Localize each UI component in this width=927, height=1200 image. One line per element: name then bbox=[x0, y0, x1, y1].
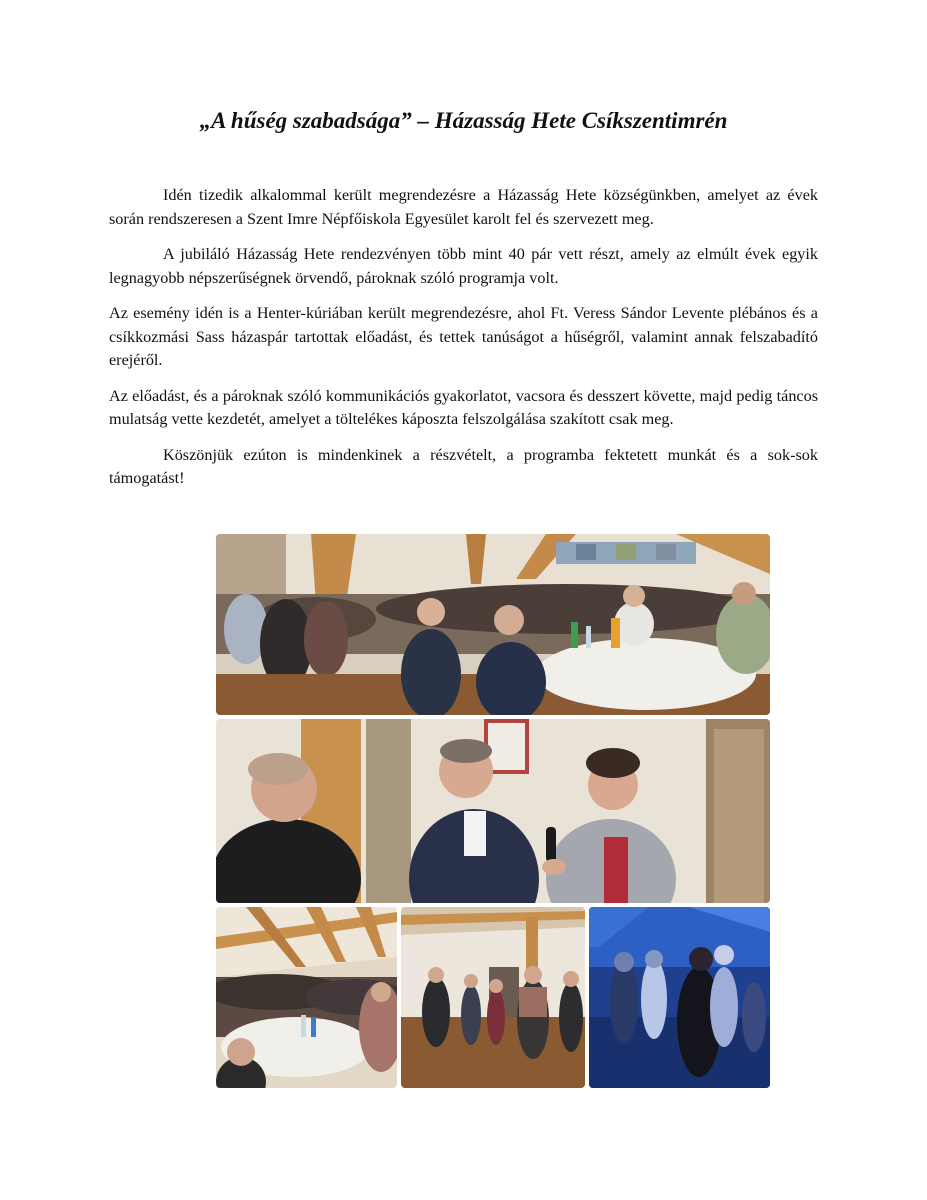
paragraph-1: Idén tizedik alkalommal került megrendezésre a Házasság Hete községünkben, amelyet az évek során rendszeresen a Szent Imre Népfőiskola Egyesület karolt fel és szervezett meg. bbox=[109, 186, 818, 228]
photo-audience-image bbox=[216, 534, 770, 715]
paragraph-3: Az esemény idén is a Henter-kúriában került megrendezésre, ahol Ft. Veress Sándor Levente plébános és a csíkkozmási Sass házaspár tartottak előadást, és tettek tanúságot a hűségről, valamint annak felszabadító erejéről. bbox=[109, 304, 818, 369]
photo-dancing-image bbox=[401, 907, 585, 1088]
photo-dinner-hall bbox=[216, 907, 397, 1088]
photo-dinner-hall-image bbox=[216, 907, 397, 1088]
article-body bbox=[109, 184, 818, 503]
photo-audience bbox=[216, 534, 770, 715]
photo-speakers-image bbox=[216, 719, 770, 903]
paragraph-4: Az előadást, és a pároknak szóló kommunikációs gyakorlatot, vacsora és desszert követte, majd pedig táncos mulatság vette kezdetét, amelyet a töltelékes káposzta felszolgálása szakított csak meg. bbox=[109, 386, 818, 428]
photo-disco-dance-image bbox=[589, 907, 770, 1088]
photo-dancing bbox=[401, 907, 585, 1088]
photo-disco-dance bbox=[589, 907, 770, 1088]
photo-speakers bbox=[216, 719, 770, 903]
page-title: „A hűség szabadsága” – Házasság Hete Csíkszentimrén bbox=[199, 108, 728, 133]
paragraph-5: Köszönjük ezúton is mindenkinek a részvételt, a programba fektetett munkát és a sok-sok támogatást! bbox=[109, 445, 818, 487]
paragraph-2: A jubiláló Házasság Hete rendezvényen több mint 40 pár vett részt, amely az elmúlt évek egyik legnagyobb népszerűségnek örvendő, pároknak szóló programja volt. bbox=[109, 245, 818, 287]
